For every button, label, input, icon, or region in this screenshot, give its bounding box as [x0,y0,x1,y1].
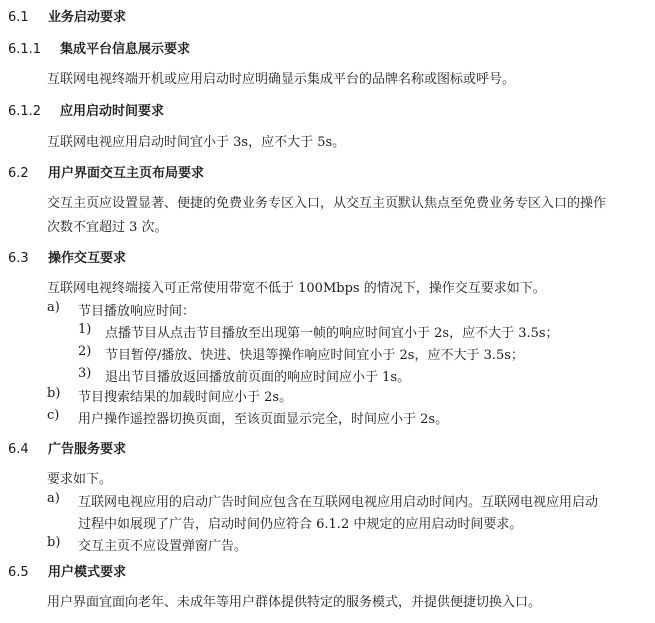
heading-title: 用户界面交互主页布局要求 [48,166,205,181]
list-label-c: c) [47,408,60,423]
heading-6-1-2 [8,100,164,119]
heading-6-2 [8,162,204,181]
sublist-label-2: 2) [78,344,92,359]
heading-number: 6.1.1 [8,42,42,57]
list-item-b: 节目搜索结果的加载时间应小于 2s。 [78,390,293,405]
heading-number: 6.4 [8,442,29,457]
heading-6-1-1 [8,38,190,57]
list-item-a: 节目播放响应时间： [78,304,196,319]
paragraph-6-5: 用户界面宜面向老年、未成年等用户群体提供特定的服务模式，并提供便捷切换入口。 [47,595,542,610]
ad-list-item-a-line1: 互联网电视应用的启动广告时间应包含在互联网电视应用启动时间内。互联网电视应用启动 [78,495,599,510]
paragraph-6-3-intro: 互联网电视终端接入可正常使用带宽不低于 100Mbps 的情况下，操作交互要求如下。 [47,281,546,296]
sublist-label-1: 1) [78,322,92,337]
heading-title: 操作交互要求 [48,251,127,266]
heading-number: 6.2 [8,166,29,181]
ad-list-item-a-line2: 过程中如展现了广告，启动时间仍应符合 6.1.2 中规定的应用启动时间要求。 [78,517,523,532]
heading-number: 6.1.2 [8,104,42,119]
heading-title: 广告服务要求 [48,442,127,457]
paragraph-6-4-intro: 要求如下。 [47,472,113,487]
sublist-item-2: 节目暂停/播放、快进、快退等操作响应时间宜小于 2s，应不大于 3.5s； [105,348,524,363]
ad-list-label-a: a) [47,491,60,506]
paragraph-6-2-line2: 次数不宜超过 3 次。 [47,220,168,235]
heading-number: 6.3 [8,251,29,266]
heading-title: 业务启动要求 [48,10,127,25]
paragraph-6-1-1: 互联网电视终端开机或应用启动时应明确显示集成平台的品牌名称或图标或呼号。 [47,72,516,87]
sublist-item-3: 退出节目播放返回播放前页面的响应时间应小于 1s。 [105,370,411,385]
sublist-label-3: 3) [78,366,92,381]
sublist-item-1: 点播节目从点击节目播放至出现第一帧的响应时间宜小于 2s，应不大于 3.5s； [105,326,559,341]
heading-number: 6.5 [8,565,29,580]
paragraph-6-1-2: 互联网电视应用启动时间宜小于 3s，应不大于 5s。 [47,135,346,150]
heading-6-1 [8,6,126,25]
list-item-c: 用户操作遥控器切换页面，至该页面显示完全，时间应小于 2s。 [78,412,449,427]
ad-list-item-b: 交互主页不应设置弹窗广告。 [78,539,248,554]
ad-list-label-b: b) [47,535,61,550]
heading-title: 集成平台信息展示要求 [60,42,191,57]
heading-6-4 [8,438,126,457]
list-label-a: a) [47,300,60,315]
heading-title: 用户模式要求 [48,565,127,580]
heading-number: 6.1 [8,10,29,25]
heading-6-3 [8,247,126,266]
list-label-b: b) [47,386,61,401]
paragraph-6-2-line1: 交互主页应设置显著、便捷的免费业务专区入口，从交互主页默认焦点至免费业务专区入口的操作 [47,196,607,211]
heading-6-5 [8,561,126,580]
heading-title: 应用启动时间要求 [60,104,165,119]
